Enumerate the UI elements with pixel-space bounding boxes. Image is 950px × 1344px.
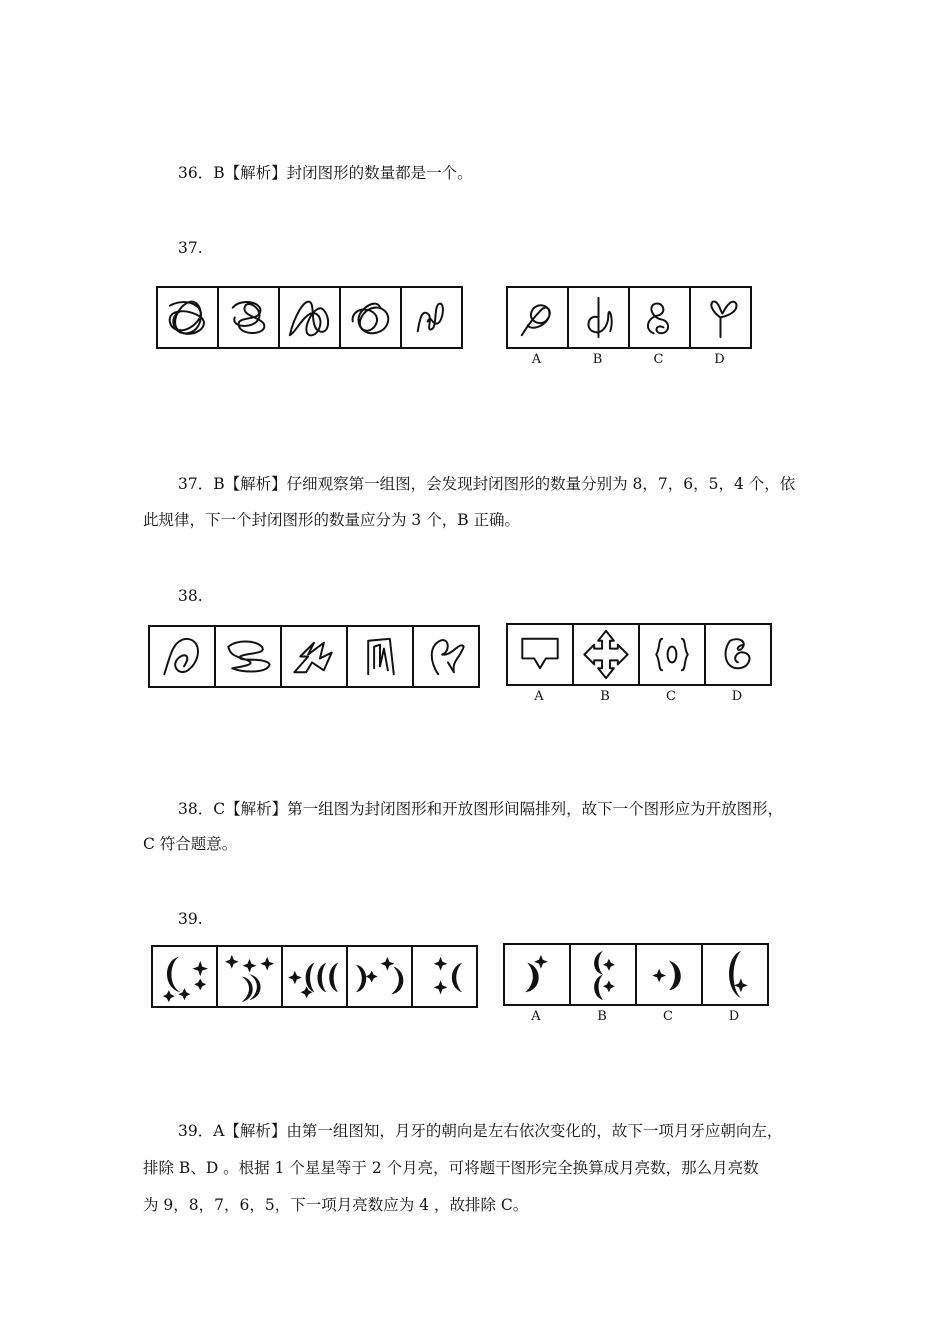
q38-option-d[interactable] bbox=[704, 623, 772, 686]
q39-option-b[interactable] bbox=[569, 943, 637, 1006]
q39-figure-1 bbox=[151, 945, 218, 1008]
q38-figure-1 bbox=[148, 625, 216, 688]
q39-option-label-b: B bbox=[597, 1009, 607, 1024]
q37-option-label-c: C bbox=[653, 352, 664, 367]
q39-option-label-c: C bbox=[663, 1009, 673, 1024]
q37-answer-line1: 37．B【解析】仔细观察第一组图，会发现封闭图形的数量分别为 8，7，6，5，4 个，依 bbox=[178, 475, 796, 493]
q39-figure-2 bbox=[216, 945, 283, 1008]
q37-figure-1 bbox=[156, 286, 219, 349]
q37-option-label-d: D bbox=[714, 352, 725, 367]
q39-figure-5 bbox=[411, 945, 478, 1008]
q37-figure-4 bbox=[339, 286, 402, 349]
q37-answer-line2: 此规律，下一个封闭图形的数量应分为 3 个，B 正确。 bbox=[143, 511, 521, 529]
q37-question-figures bbox=[156, 286, 463, 349]
q38-option-c[interactable] bbox=[638, 623, 706, 686]
q37-figure-5 bbox=[400, 286, 463, 349]
q38-option-label-d: D bbox=[731, 689, 743, 704]
q39-option-a[interactable] bbox=[503, 943, 571, 1006]
q37-option-b[interactable] bbox=[567, 286, 630, 349]
q39-option-d[interactable] bbox=[701, 943, 769, 1006]
q39-option-label-a: A bbox=[531, 1009, 541, 1024]
q39-option-figures bbox=[503, 943, 769, 1025]
q38-figure-4 bbox=[346, 625, 414, 688]
q38-option-label-c: C bbox=[666, 689, 676, 704]
q38-figure-5 bbox=[412, 625, 480, 688]
q37-option-label-a: A bbox=[531, 352, 542, 367]
q38-figure-3 bbox=[280, 625, 348, 688]
q38-option-label-a: A bbox=[534, 689, 544, 704]
q38-option-figures bbox=[506, 623, 772, 705]
q39-question-figures bbox=[151, 945, 478, 1008]
q39-answer-line3: 为 9，8，7，6，5，下一项月亮数应为 4 ，故排除 C。 bbox=[143, 1196, 529, 1214]
q39-figure-4 bbox=[346, 945, 413, 1008]
q37-option-a[interactable] bbox=[506, 286, 569, 349]
q37-number: 37. bbox=[178, 239, 203, 257]
q37-option-label-b: B bbox=[592, 352, 603, 367]
q38-option-b[interactable] bbox=[572, 623, 640, 686]
q38-question-figures bbox=[148, 625, 480, 688]
q38-option-label-b: B bbox=[600, 689, 610, 704]
q38-figure-2 bbox=[214, 625, 282, 688]
q39-number: 39. bbox=[178, 910, 203, 928]
q37-figure-2 bbox=[217, 286, 280, 349]
q37-option-figures bbox=[506, 286, 752, 368]
q39-option-c[interactable] bbox=[635, 943, 703, 1006]
q38-answer-line1: 38．C【解析】第一组图为封闭图形和开放图形间隔排列，故下一个图形应为开放图形， bbox=[178, 800, 784, 818]
q39-option-label-d: D bbox=[728, 1009, 740, 1024]
q39-answer-line1: 39．A【解析】由第一组图知，月牙的朝向是左右依次变化的，故下一项月牙应朝向左， bbox=[178, 1122, 783, 1140]
q37-option-d[interactable] bbox=[689, 286, 752, 349]
q37-option-c[interactable] bbox=[628, 286, 691, 349]
q38-number: 38. bbox=[178, 587, 203, 605]
q39-answer-line2: 排除 B、D 。根据 1 个星星等于 2 个月亮，可将题干图形完全换算成月亮数，那么月亮数 bbox=[143, 1159, 759, 1177]
q38-answer-line2: C 符合题意。 bbox=[143, 835, 238, 853]
q37-figure-3 bbox=[278, 286, 341, 349]
q36-answer: 36．B【解析】封闭图形的数量都是一个。 bbox=[178, 164, 473, 182]
q39-figure-3 bbox=[281, 945, 348, 1008]
q38-option-a[interactable] bbox=[506, 623, 574, 686]
